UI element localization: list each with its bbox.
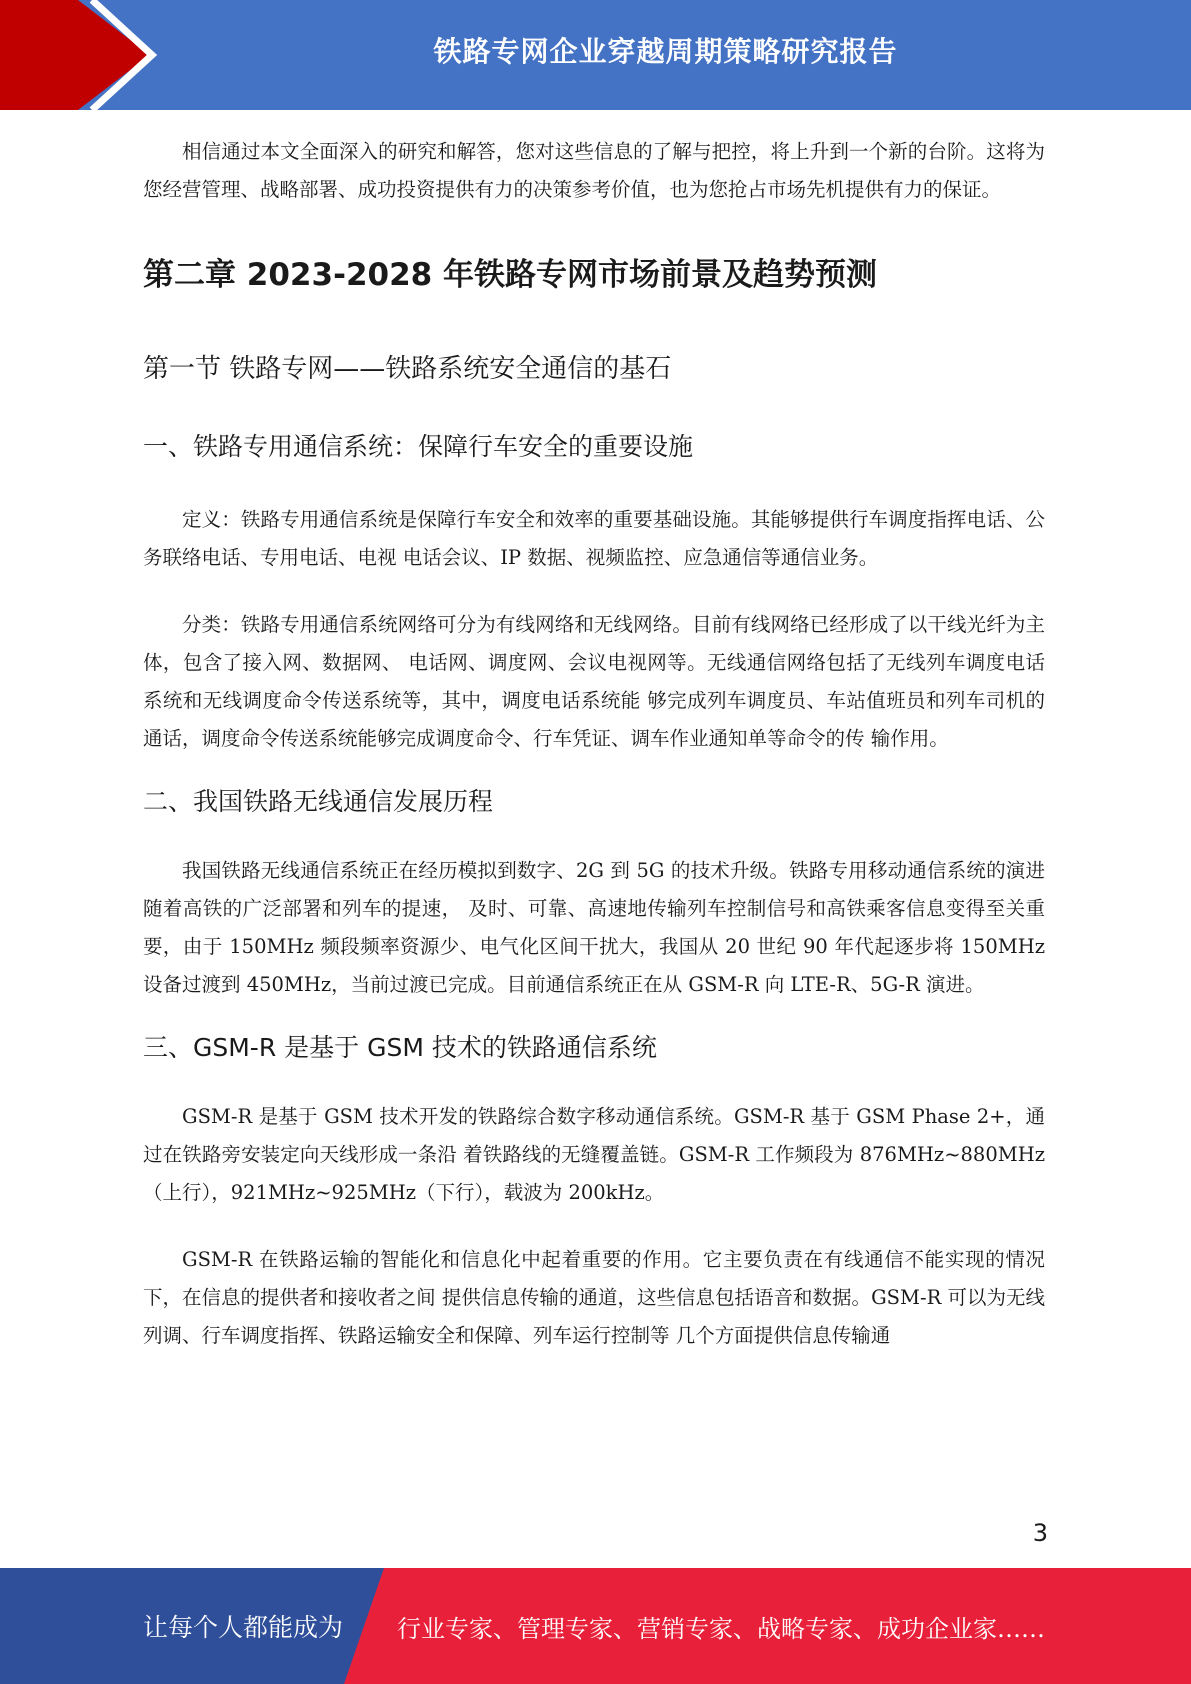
footer-slogan-right: 行业专家、管理专家、营销专家、战略专家、成功企业家…… — [397, 1614, 1045, 1643]
definition-paragraph: 定义：铁路专用通信系统是保障行车安全和效率的重要基础设施。其能够提供行车调度指挥电话、公务联络电话、专用电话、电视 电话会议、IP 数据、视频监控、应急通信等通信业务。 — [143, 508, 1045, 569]
gsmr-role-paragraph: GSM-R 在铁路运输的智能化和信息化中起着重要的作用。它主要负责在有线通信不能实现的情况下，在信息的提供者和接收者之间 提供信息传输的通道，这些信息包括语音和数据。GSM-R 可以为无线列调、行车调度指挥、铁路运输安全和保障、列车运行控制等 几个方面提供信息传输通 — [143, 1248, 1045, 1347]
document-body — [143, 133, 1045, 1355]
section-heading: 第一节 铁路专网——铁路系统安全通信的基石 — [143, 354, 672, 384]
classification-paragraph: 分类：铁路专用通信系统网络可分为有线网络和无线网络。目前有线网络已经形成了以干线光纤为主体，包含了接入网、数据网、 电话网、调度网、会议电视网等。无线通信网络包括了无线列车调度电话系统和无线调度命令传送系统等，其中，调度电话系统能 够完成列车调度员、车站值班员和列车司机的通话，调度命令传送系统能够完成调度命令、行车凭证、调车作业通知单等命令的传 输作用。 — [143, 613, 1045, 750]
chapter-heading: 第二章 2023-2028 年铁路专网市场前景及趋势预测 — [143, 257, 878, 293]
subsection-heading-1: 一、铁路专用通信系统：保障行车安全的重要设施 — [143, 432, 694, 461]
red-chevron-shape — [0, 0, 150, 110]
intro-paragraph: 相信通过本文全面深入的研究和解答，您对这些信息的了解与把控，将上升到一个新的台阶。这将为您经营管理、战略部署、成功投资提供有力的决策参考价值，也为您抢占市场先机提供有力的保证。 — [143, 140, 1045, 201]
gsmr-definition-paragraph: GSM-R 是基于 GSM 技术开发的铁路综合数字移动通信系统。GSM-R 基于 GSM Phase 2+，通过在铁路旁安装定向天线形成一条沿 着铁路线的无缝覆盖链。GSM-R 工作频段为 876MHz~880MHz（上行），921MHz~925MHz（下行），载波为 200kHz。 — [143, 1105, 1045, 1204]
footer-slogan-left: 让每个人都能成为 — [143, 1613, 344, 1642]
header-title: 铁路专网企业穿越周期策略研究报告 — [433, 35, 898, 68]
page-number: 3 — [1032, 1519, 1048, 1547]
page-footer — [0, 1568, 1191, 1684]
subsection-heading-3: 三、GSM-R 是基于 GSM 技术的铁路通信系统 — [143, 1033, 657, 1062]
subsection-heading-2: 二、我国铁路无线通信发展历程 — [143, 787, 494, 816]
page-header — [0, 0, 1191, 110]
development-paragraph: 我国铁路无线通信系统正在经历模拟到数字、2G 到 5G 的技术升级。铁路专用移动通信系统的演进随着高铁的广泛部署和列车的提速， 及时、可靠、高速地传输列车控制信号和高铁乘客信息变得至关重要，由于 150MHz 频段频率资源少、电气化区间干扰大，我国从 20 世纪 90 年代起逐步将 150MHz 设备过渡到 450MHz，当前过渡已完成。目前通信系统正在从 GSM-R 向 LTE-R、5G-R 演进。 — [143, 859, 1045, 996]
